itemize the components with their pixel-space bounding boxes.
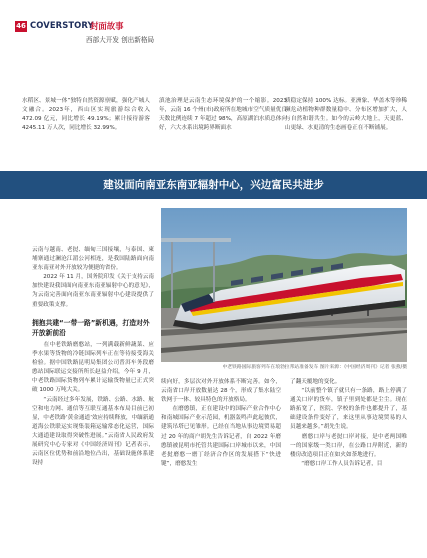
section-label-english: COVERSTORY [30,20,94,30]
headline: 建设面向南亚东南亚辐射中心，兴边富民共进步 [103,179,324,191]
middle-column: 续向好，多层次对外开放体系不断完善。如今，云南省口岸开放数量达 28 个，形成了集水陆空铁网于一体、较具特色的开放格局。 在磨憨镇，正在建设中的国际产业合作中心和南城国际产业示范园，机器轰鸣声此起彼伏，建筑吊塔已见雏形。已经在当地从事边境贸易超过 20 年的商户胡先生告诉记者，自 2022 年磨憨镇被昆明市托管共建国际口岸城市以来，中国老挝磨憨一磨丁经济合作区的发展搭下“快进键”，磨憨发生 [161,379,281,467]
page-header [0,0,427,46]
right-column: 了翻天覆地的变化。 “以前整个镇子就只有一条路，路上停满了通关口岸的货车，镇子里到处都是尘尘。现在路拓宽了，医院、学校的条件也都提升了，基础建设条件变好了，来这里从事边境贸易的人员越来越多。”胡先生说。 磨憨口岸与老挝口岸对接，是中老两国唯一的国家级一类口岸，在公路口岸附近，新的楼房改造项目正在如火如荼地进行。 “磨憨口岸工作人员告诉记者，目 [290,379,407,467]
sub-heading: 拥抱共建“一带一路”新机遇，打造对外开放新前沿 [32,319,150,337]
photo-caption: 中老铁路国际旅客列车在琅勃拉邦站准备发车 图片来源：《中国经济周刊》记者 张燕/摄 [222,365,407,370]
top-column-2: 滇池治理是云南生态环境保护的一个缩影。2023 年，云南 16 个州(市)政府所在地城市空气质量优良天数比例连续 7 年超过 98%，高原湖泊水质总体向好，六大水系出境跨界断面水 [159,98,287,132]
headline-banner [0,171,427,199]
left-column-intro: 云南与越南、老挝、缅甸三国接壤，与泰国、柬埔寨通过澜沧江湄公河相连，是我国陆路面向南亚东南亚对外开放较为便捷的省份。 2022 年 11 月，国务院印发《关于支持云南加快建设我国面向南亚东南亚辐射中心的意见》，为云南完善面向南亚东南亚辐射中心建设提供了重要政策支撑。 [32,247,154,308]
train-illustration [161,208,407,362]
issue-title: 西部大开发 创出新格局 [86,36,155,44]
left-column-body: 在中老铁路磨憨站，一列满载新鲜蔬菜、应季水果等货物的冷链国际列车正在等待接受海关检验。据中国铁路昆明局集团公司普洱车务段磨憨站国际联运交接所所长赵益介绍，今年 9 月，中老铁路国际货物列车累计运输货物量已正式突破 1000 万吨大关。 “云南经过多年发展，铁路、公路、水路、航空和电力网、通信等互联互通基本布局目前已初显，中老铁路‘黄金通道’效应持续释放，中缅新通道海公铁联运实现集装箱运输常态化运营，国际大通道建设取得突破性进展。”云南省人民政府发展研究中心专家对《中国经济周刊》记者表示，云南区位优势和前沿地位凸出，基础设施体系建设持 [32,342,154,467]
train-photo [161,208,407,362]
top-column-3: 质稳定保持 100% 达标。亚洲象、华盖木等珍稀濒危动植物种群数量稳中、分布区增加扩大，人与自然和谐共生。如今的云岭大地上，天更蓝、山更绿、水更清的生态画卷正在不断铺展。 [285,98,407,132]
section-label-chinese: 封面故事 [90,21,124,31]
top-column-1: 水稻区、景城一体”独特自然资源禀赋，强化产城人文融合。2023年，西山区实现旅游综合收入 472.09 亿元，同比增长 49.19%；累计接待游客 4245.11 万人次，同比增长 32.99%。 [22,98,150,132]
page-number: 46 [16,22,26,30]
